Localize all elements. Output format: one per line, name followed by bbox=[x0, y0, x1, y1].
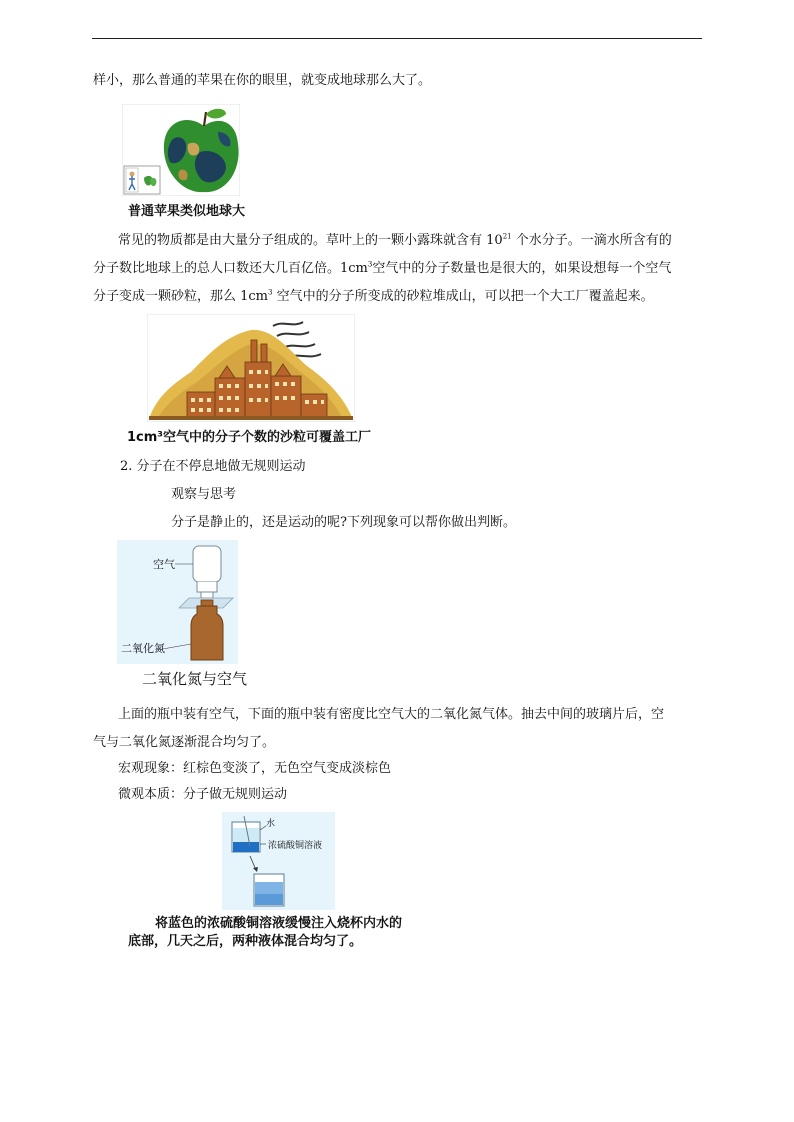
paragraph-molecules-line3 bbox=[93, 284, 654, 310]
superscript: 3 bbox=[367, 260, 373, 269]
text-segment: 空气中的分子数量也是很大的，如果设想每一个空气 bbox=[372, 261, 672, 276]
sand-factory-illustration bbox=[147, 314, 355, 422]
label-water: 水 bbox=[266, 819, 276, 829]
label-air: 空气 bbox=[153, 558, 175, 571]
paragraph-molecules-line2 bbox=[93, 256, 671, 282]
text-segment: 个水分子。一滴水所含有的 bbox=[511, 233, 672, 248]
sand-factory-figure bbox=[147, 314, 355, 422]
caption-sand-factory: 1cm³空气中的分子个数的沙粒可覆盖工厂 bbox=[127, 430, 371, 445]
label-no2: 二氧化氮 bbox=[121, 642, 165, 655]
beakers-figure bbox=[222, 812, 335, 910]
micro-essence: 微观本质：分子做无规则运动 bbox=[118, 787, 288, 802]
section-heading-random-motion: 2. 分子在不停息地做无规则运动 bbox=[120, 459, 306, 474]
caption-apple-earth: 普通苹果类似地球大 bbox=[128, 204, 246, 219]
text-segment: 分子变成一颗砂粒，那么 1cm bbox=[93, 289, 269, 304]
question-text: 分子是静止的，还是运动的呢?下列现象可以帮你做出判断。 bbox=[171, 515, 516, 530]
caption-no2-air: 二氧化氮与空气 bbox=[142, 670, 248, 688]
observe-think-label: 观察与思考 bbox=[171, 487, 237, 502]
text-segment: 常见的物质都是由大量分子组成的。草叶上的一颗小露珠就含有 10 bbox=[118, 233, 503, 248]
macro-phenomenon: 宏观现象：红棕色变淡了，无色空气变成淡棕色 bbox=[118, 761, 392, 776]
text-segment: 空气中的分子所变成的砂粒堆成山，可以把一个大工厂覆盖起来。 bbox=[272, 289, 654, 304]
caption-cuso4-line2: 底部，几天之后，两种液体混合均匀了。 bbox=[128, 934, 363, 949]
superscript: 3 bbox=[268, 288, 273, 297]
label-cuso4: 浓硫酸铜溶液 bbox=[268, 841, 323, 851]
superscript: 21 bbox=[502, 232, 512, 241]
apple-earth-figure bbox=[122, 104, 240, 196]
header-rule bbox=[92, 38, 702, 39]
paragraph-molecules-line1 bbox=[118, 228, 672, 254]
text-segment: 分子数比地球上的总人口数还大几百亿倍。1cm bbox=[93, 261, 368, 276]
caption-cuso4-line1: 将蓝色的浓硫酸铜溶液缓慢注入烧杯内水的 bbox=[155, 916, 403, 931]
apple-earth-illustration bbox=[122, 104, 240, 196]
beakers-illustration bbox=[222, 812, 335, 910]
paragraph-diffusion-line2: 气与二氧化氮逐渐混合均匀了。 bbox=[93, 735, 276, 750]
paragraph-diffusion-line1: 上面的瓶中装有空气，下面的瓶中装有密度比空气大的二氧化氮气体。抽去中间的玻璃片后，空 bbox=[118, 707, 665, 722]
paragraph-apple-intro: 样小，那么普通的苹果在你的眼里，就变成地球那么大了。 bbox=[93, 73, 432, 88]
no2-air-bottles-figure bbox=[117, 540, 238, 664]
